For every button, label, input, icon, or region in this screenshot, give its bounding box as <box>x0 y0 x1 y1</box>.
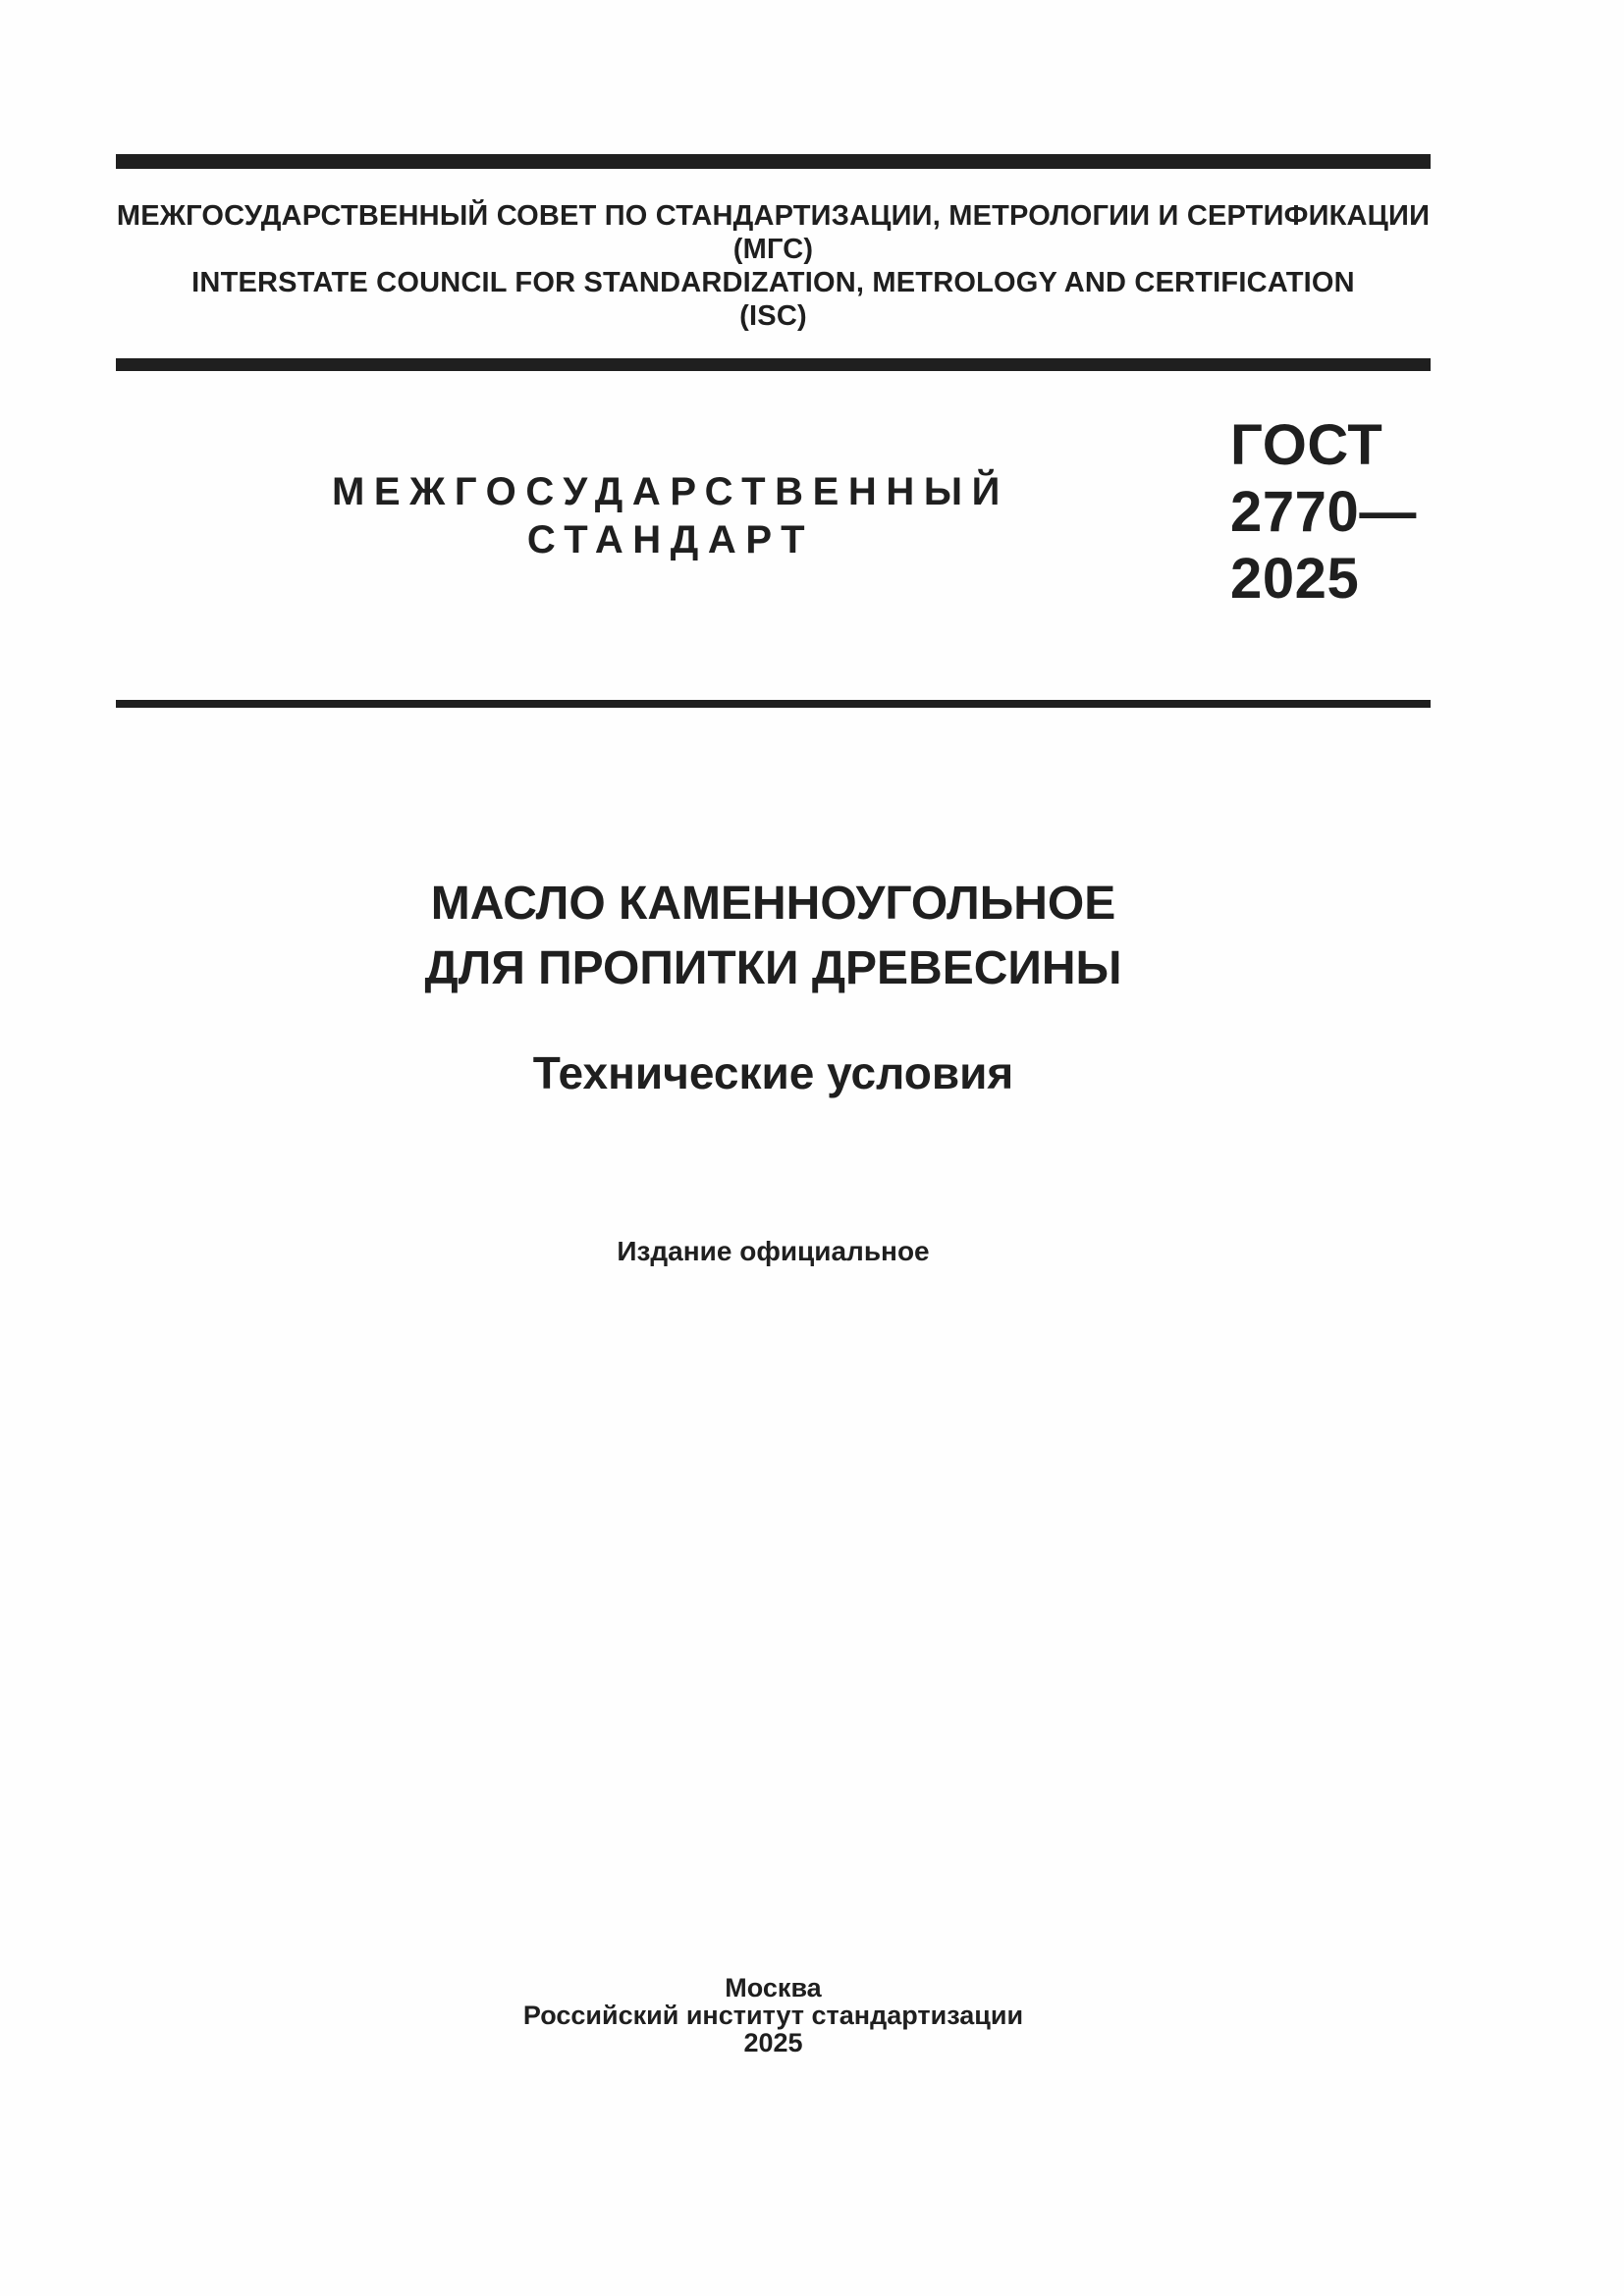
designation-number: 2770— <box>1230 480 1417 544</box>
document-subtitle: Технические условия <box>532 1047 1014 1098</box>
document-title <box>116 872 1431 1001</box>
standard-type-line1: МЕЖГОСУДАРСТВЕННЫЙ <box>331 470 1010 513</box>
standard-type-label <box>116 468 1225 564</box>
document-title-line1: МАСЛО КАМЕННОУГОЛЬНОЕ <box>430 878 1116 930</box>
imprint-publisher: Российский институт стандартизации <box>522 2001 1024 2030</box>
edition-note: Издание официальное <box>617 1236 930 1266</box>
imprint-block <box>116 1974 1431 2056</box>
designation-prefix: ГОСТ <box>1230 413 1383 477</box>
council-header <box>116 199 1431 333</box>
council-name-en: INTERSTATE COUNCIL FOR STANDARDIZATION, METROLOGY AND CERTIFICATION <box>191 267 1355 298</box>
standard-designation <box>1230 412 1417 613</box>
divider-bar-bottom <box>116 700 1431 708</box>
divider-bar-top <box>116 154 1431 169</box>
council-name-ru: МЕЖГОСУДАРСТВЕННЫЙ СОВЕТ ПО СТАНДАРТИЗАЦИИ, МЕТРОЛОГИИ И СЕРТИФИКАЦИИ <box>116 200 1431 232</box>
standard-type-line2: СТАНДАРТ <box>526 518 815 561</box>
imprint-city: Москва <box>725 1973 822 2002</box>
designation-year: 2025 <box>1230 547 1360 611</box>
imprint-year: 2025 <box>743 2028 803 2057</box>
council-abbr-ru: (МГС) <box>732 234 814 265</box>
document-title-line2: ДЛЯ ПРОПИТКИ ДРЕВЕСИНЫ <box>424 942 1122 994</box>
divider-bar-middle <box>116 358 1431 371</box>
council-abbr-en: (ISC) <box>739 300 807 332</box>
